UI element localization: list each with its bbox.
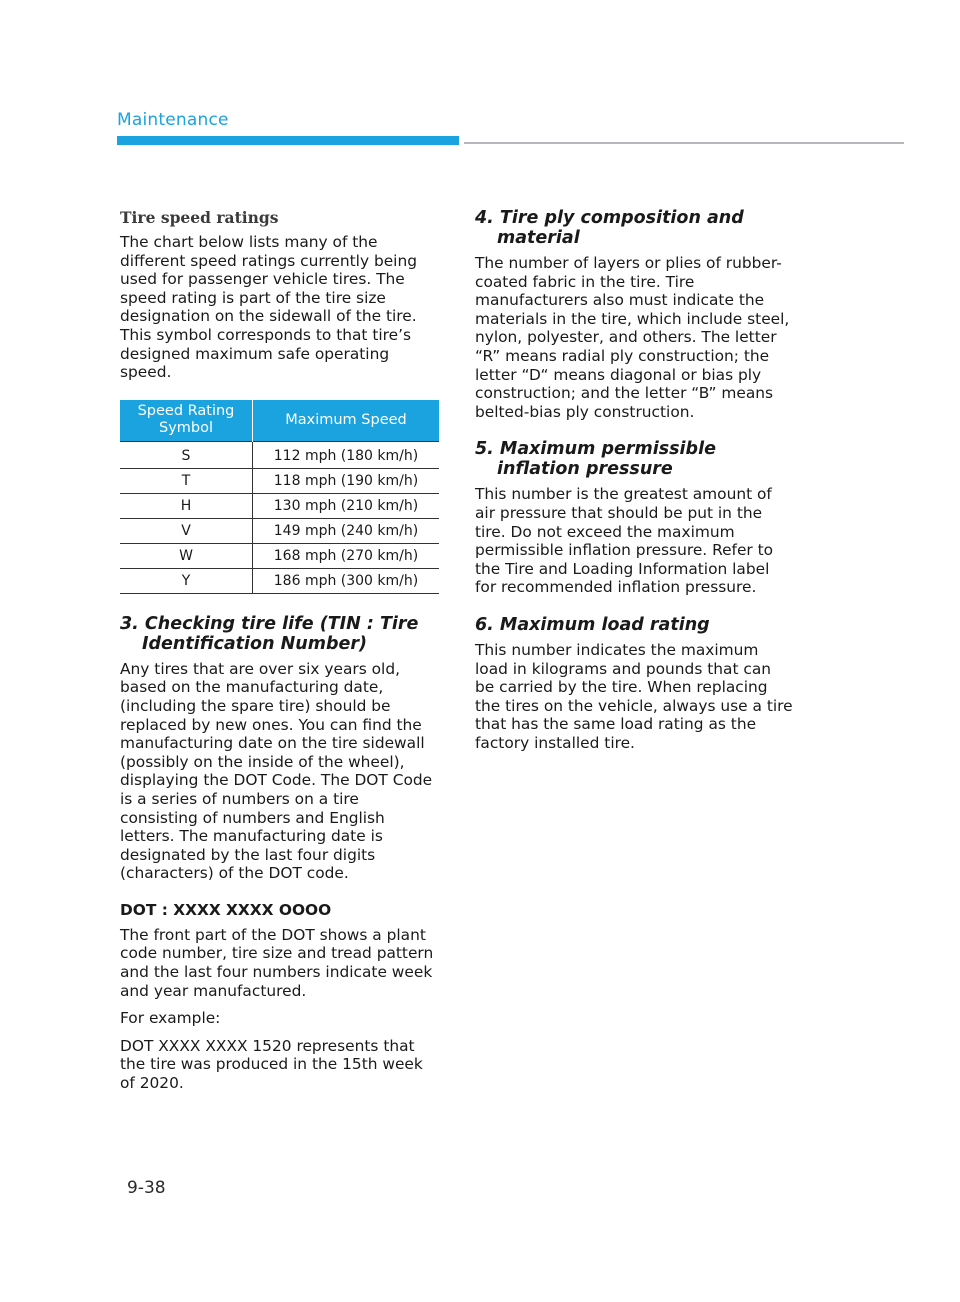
example-label: For example: (120, 1009, 221, 1028)
cell-symbol: H (120, 493, 253, 518)
inflation-heading: 5. Maximum permissible inflation pressure (475, 439, 716, 480)
dot-format: DOT : XXXX XXXX OOOO (120, 900, 332, 919)
example-text: DOT XXXX XXXX 1520 represents that the tire was produced in the 15th week of 2020. (120, 1036, 423, 1093)
ply-heading: 4. Tire ply composition and material (475, 208, 744, 248)
section-title: Maintenance (117, 110, 229, 130)
cell-speed: 130 mph (210 km/h) (253, 493, 440, 518)
header-rule (464, 142, 904, 144)
left-column (120, 208, 440, 1102)
speed-rating-table (120, 400, 439, 594)
dot-explanation: The front part of the DOT shows a plant code number, tire size and tread pattern and the last four numbers indicate week and year manufactured. (120, 925, 434, 1000)
speed-ratings-heading: Tire speed ratings (120, 208, 279, 227)
table-row (120, 468, 439, 493)
table-row (120, 441, 439, 468)
ply-body: The number of layers or plies of rubber-coated fabric in the tire. Tire manufacturers also must indicate the materials in the tire, which include steel, nylon, polyester, and others. The letter “R” means radial ply construction; the letter “D“ means diagonal or bias ply construction; and the letter “B” means belted-bias ply construction. (475, 254, 790, 421)
table-row (120, 543, 439, 568)
table-row (120, 493, 439, 518)
load-heading: 6. Maximum load rating (475, 614, 710, 635)
col-header-speed: Maximum Speed (253, 400, 440, 442)
col-header-symbol: Speed Rating Symbol (120, 400, 253, 442)
cell-speed: 149 mph (240 km/h) (253, 518, 440, 543)
speed-ratings-intro: The chart below lists many of the different speed ratings currently being used for passenger vehicle tires. The speed rating is part of the tire size designation on the sidewall of the tire. This symbol corresponds to that tire’s designed maximum safe operating speed. (120, 233, 417, 382)
right-column (475, 208, 795, 761)
cell-symbol: V (120, 518, 253, 543)
cell-symbol: W (120, 543, 253, 568)
cell-symbol: S (120, 441, 253, 468)
cell-speed: 112 mph (180 km/h) (253, 441, 440, 468)
header-rule-accent (117, 136, 459, 145)
table-row (120, 568, 439, 593)
page-number: 9-38 (127, 1178, 166, 1198)
cell-symbol: Y (120, 568, 253, 593)
table-row (120, 518, 439, 543)
cell-speed: 168 mph (270 km/h) (253, 543, 440, 568)
tire-life-heading: 3. Checking tire life (TIN : Tire Identification Number) (120, 613, 419, 654)
cell-speed: 186 mph (300 km/h) (253, 568, 440, 593)
cell-speed: 118 mph (190 km/h) (253, 468, 440, 493)
cell-symbol: T (120, 468, 253, 493)
load-body: This number indicates the maximum load in kilograms and pounds that can be carried by the tire. When replacing the tires on the vehicle, always use a tire that has the same load rating as the factory installed tire. (475, 640, 793, 752)
tire-life-body: Any tires that are over six years old, based on the manufacturing date, (including the spare tire) should be replaced by new ones. You can find the manufacturing date on the tire sidewall (possibly on the inside of the wheel), displaying the DOT Code. The DOT Code is a series of numbers on a tire consisting of numbers and English letters. The manufacturing date is designated by the last four digits (characters) of the DOT code. (120, 659, 433, 883)
inflation-body: This number is the greatest amount of air pressure that should be put in the tire. Do not exceed the maximum permissible inflation pressure. Refer to the Tire and Loading Information label for recommended inflation pressure. (475, 485, 774, 597)
table-header-row (120, 400, 439, 442)
